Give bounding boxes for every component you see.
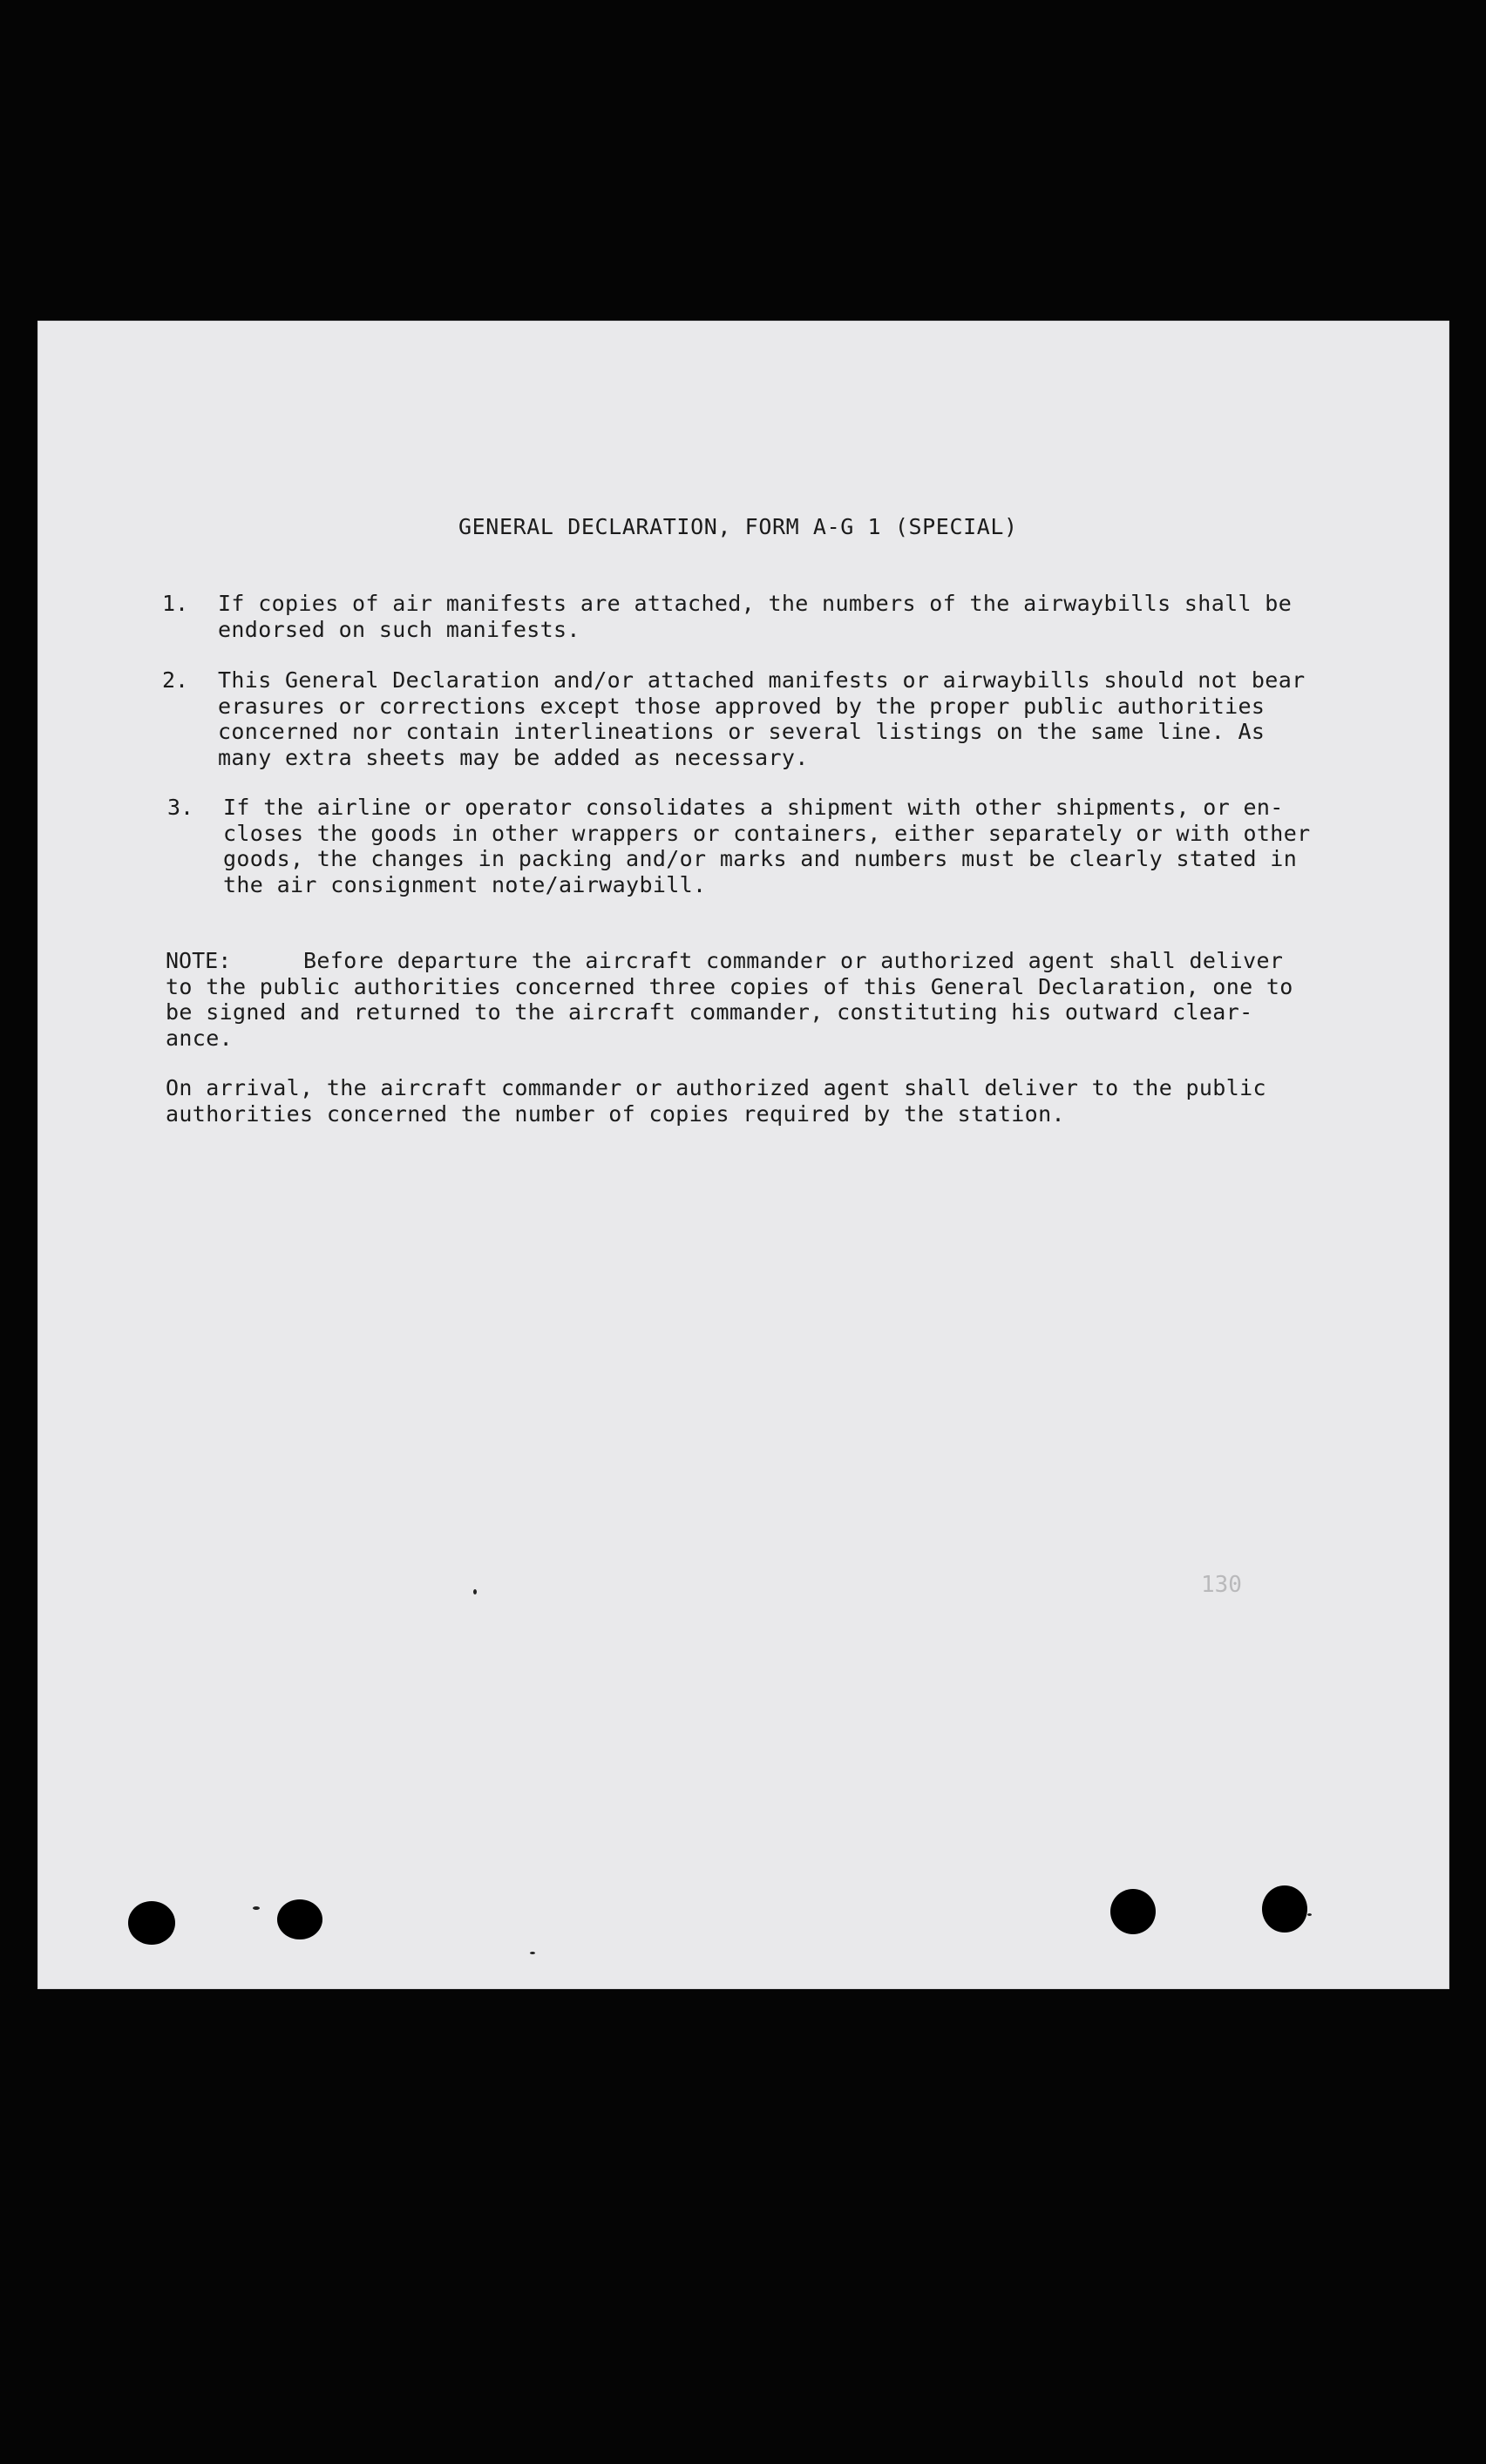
item-3-line-4: the air consignment note/airwaybill. [223,871,707,897]
item-2-line-3: concerned nor contain interlineations or several listings on the same line. As [218,719,1265,744]
note-line-1: Before departure the aircraft commander or authorized agent shall deliver [303,948,1284,973]
item-2-text [218,667,1321,770]
arrival-line-2: authorities concerned the number of copies required by the station. [166,1100,1065,1127]
item-number-2: 2. [162,667,189,693]
dust-speck [473,1589,477,1594]
document-page [37,321,1449,1989]
item-3-line-2: closes the goods in other wrappers or containers, either separately or with other [223,820,1311,846]
page-number-mark: 130 [1201,1572,1242,1598]
note-line-4: ance. [166,1025,234,1051]
item-2-line-1: This General Declaration and/or attached manifests or airwaybills should not bear [218,667,1306,693]
item-3-text [223,795,1332,897]
dust-speck [530,1952,535,1954]
punch-hole-4 [1262,1885,1307,1933]
item-number-3: 3. [167,795,194,820]
arrival-line-1: On arrival, the aircraft commander or authorized agent shall deliver to the public [166,1075,1266,1100]
item-3-line-3: goods, the changes in packing and/or marks and numbers must be clearly stated in [223,846,1298,871]
arrival-text [166,1075,1327,1127]
item-2-line-4: many extra sheets may be added as necessary. [218,744,809,770]
punch-hole-1 [128,1901,175,1945]
item-3-line-1: If the airline or operator consolidates a shipment with other shipments, or en- [223,795,1284,820]
punch-hole-3 [1110,1889,1156,1934]
note-line-3: be signed and returned to the aircraft commander, constituting his outward clear- [166,999,1253,1025]
item-2-line-2: erasures or corrections except those approved by the proper public authorities [218,693,1265,719]
note-text [166,948,1327,1051]
note-line-2: to the public authorities concerned three copies of this General Declaration, one to [166,973,1293,999]
item-1-line-1: If copies of air manifests are attached, the numbers of the airwaybills shall be [218,591,1293,616]
item-1-line-2: endorsed on such manifests. [218,616,580,642]
item-number-1: 1. [162,591,189,616]
item-1-text [218,591,1327,642]
dust-speck [253,1906,260,1910]
dust-speck [1307,1913,1312,1916]
note-label: NOTE: [166,948,232,973]
document-title: GENERAL DECLARATION, FORM A-G 1 (SPECIAL) [458,514,1018,539]
punch-hole-2 [277,1899,322,1939]
